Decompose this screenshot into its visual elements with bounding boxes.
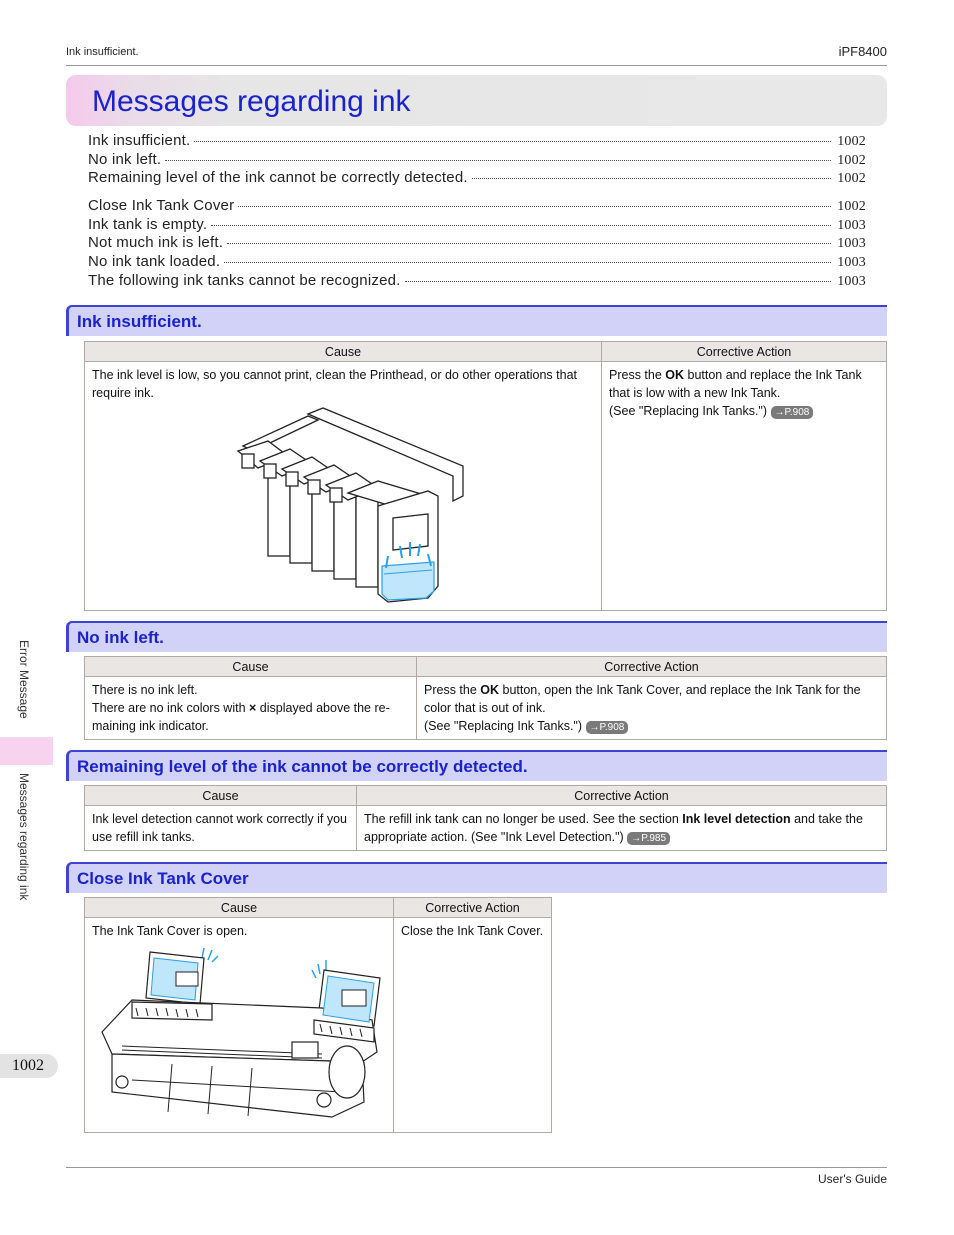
toc-entry-page: 1003 [837,273,866,289]
action-cell: Press the OK button and replace the Ink Tank that is low with a new Ink Tank. (See "Replacing Ink Tanks.") →P.908 [602,362,887,611]
section-heading-ink-insufficient [66,305,887,336]
toc-entry[interactable] [88,132,866,151]
toc-entry-page: 1002 [837,134,866,149]
cause-cell: There is no ink left. There are no ink colors with × displayed above the re-maining ink indicator. [85,677,417,740]
toc-entry-text: No ink tank loaded. [88,253,221,271]
header-rule [66,65,887,66]
section-title: Remaining level of the ink cannot be correctly detected. [77,757,528,776]
toc-entry-text: Not much ink is left. [88,234,224,252]
cause-text: The ink level is low, so you cannot print, clean the Printhead, or do other operations that require ink. [92,368,578,400]
action-cell: Press the OK button, open the Ink Tank Cover, and replace the Ink Tank for the color that is out of ink. (See "Replacing Ink Tanks.") →P.908 [417,677,887,740]
toc-leader [227,243,831,244]
page-number: 1002 [12,1057,44,1074]
section-heading-no-ink-left [66,621,887,652]
toc-entry[interactable] [88,216,866,235]
toc-entry-page: 1003 [837,236,866,252]
section-title: No ink left. [77,628,164,647]
page-reference-link[interactable]: →P.908 [586,721,629,734]
toc-leader [405,281,832,282]
sidebar-marker [0,737,53,765]
cause-cell [85,362,602,611]
level-not-detected-table [84,785,887,851]
page-number-tab [0,1054,58,1078]
no-ink-left-table [84,656,887,740]
toc-entry-page: 1003 [837,217,866,233]
toc-entry[interactable] [88,234,866,253]
section-title: Ink insufficient. [77,312,202,331]
cause-text: The Ink Tank Cover is open. [92,924,248,938]
cause-header: Cause [85,657,417,677]
close-cover-table [84,897,552,1133]
ink-insufficient-table [84,341,887,611]
toc-entry-page: 1002 [837,171,866,187]
page-reference-link[interactable]: →P.985 [627,832,670,845]
toc-entry[interactable] [88,197,866,216]
toc-entry-text: No ink left. [88,150,162,168]
toc-leader [224,262,831,263]
cause-cell: Ink level detection cannot work correctly if you use refill ink tanks. [85,806,357,851]
ok-button-label: OK [665,368,685,382]
toc-entry-text: Remaining level of the ink cannot be correctly detected. [88,169,468,187]
cause-header: Cause [85,898,394,918]
action-header: Corrective Action [394,898,552,918]
page-title: Messages regarding ink [92,85,411,118]
toc-leader [194,141,831,142]
toc-entry[interactable] [88,151,866,170]
section-title: Close Ink Tank Cover [77,869,249,888]
sidebar-section: Messages regarding ink [17,773,31,901]
toc-entry-page: 1003 [837,255,866,271]
title-bar [66,75,887,126]
sidebar-chapter: Error Message [17,640,31,719]
toc-entry-text: Close Ink Tank Cover [88,197,235,215]
section-heading-close-cover [66,862,887,893]
printer-illustration [92,942,382,1122]
toc-leader [211,225,831,226]
toc-entry-page: 1002 [837,199,866,215]
toc-entry[interactable] [88,169,866,188]
ink-tanks-illustration [228,406,468,606]
cause-cell [85,918,394,1133]
action-cell: The refill ink tank can no longer be used. See the section Ink level detection and take the appropriate action. (See "Ink Level Detection.") →P.985 [357,806,887,851]
footer-text: User's Guide [818,1172,887,1186]
running-header-right: iPF8400 [838,44,887,59]
cause-header: Cause [85,342,602,362]
cause-header: Cause [85,786,357,806]
action-cell: Close the Ink Tank Cover. [394,918,552,1133]
toc-entry-page: 1002 [837,152,866,168]
section-heading-level-not-detected [66,750,887,781]
toc-entry-text: The following ink tanks cannot be recognized. [88,271,401,289]
toc-entry[interactable] [88,272,866,291]
action-header: Corrective Action [357,786,887,806]
toc-entry-text: Ink tank is empty. [88,215,208,233]
ink-level-detection-label: Ink level detection [682,812,791,826]
toc-entry[interactable] [88,253,866,272]
toc-leader [165,160,831,161]
running-header-left: Ink insufficient. [66,46,139,58]
action-header: Corrective Action [602,342,887,362]
ok-button-label: OK [480,683,500,697]
see-reference: (See "Replacing Ink Tanks.") [424,719,586,733]
footer-rule [66,1167,887,1168]
page-reference-link[interactable]: →P.908 [771,406,814,419]
action-header: Corrective Action [417,657,887,677]
toc-leader [472,178,831,179]
toc-entry-text: Ink insufficient. [88,132,191,149]
table-of-contents [88,132,866,291]
toc-leader [238,206,831,207]
see-reference: (See "Replacing Ink Tanks.") [609,404,771,418]
